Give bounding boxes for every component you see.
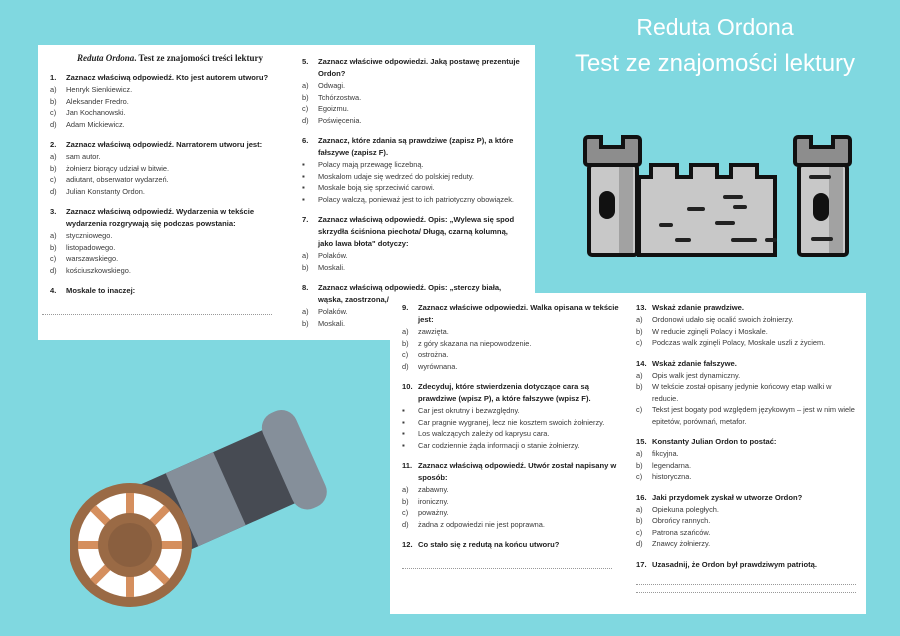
answer-option[interactable] [402,440,622,452]
option-label: d) [50,119,57,129]
answer-option[interactable] [636,381,856,404]
question-number: 8. [302,283,309,292]
option-label: ▪ [302,194,305,204]
answer-option[interactable] [302,103,522,115]
option-label: a) [636,504,643,514]
option-text: poważny. [418,508,449,517]
question [50,139,290,151]
option-text: Car codziennie żąda informacji o stanie żołnierzy. [418,440,580,450]
option-text: Moskali. [318,318,346,328]
option-text: ostrożna. [418,350,449,359]
castle-icon [575,125,875,260]
answer-option[interactable] [50,107,290,119]
option-label: a) [636,449,643,458]
option-label: b) [636,460,643,470]
option-text: listopadowego. [66,242,116,252]
option-text: warszawskiego. [66,254,119,263]
answer-option[interactable] [50,84,290,96]
option-text: ironiczny. [418,496,449,506]
option-label: a) [302,251,309,260]
option-text: legendarna. [652,460,692,470]
question-number: 6. [302,136,309,145]
question [636,436,856,448]
answer-option[interactable] [402,417,622,429]
answer-option[interactable] [50,186,290,198]
option-label: a) [50,85,57,94]
option-text: Podczas walk zginęli Polacy, Moskale uszli z życiem. [652,338,826,347]
answer-option[interactable] [636,504,856,516]
option-text: z góry skazana na niepowodzenie. [418,338,532,348]
answer-option[interactable] [50,151,290,163]
question-text: Konstanty Julian Ordon to postać: [652,437,777,446]
answer-option[interactable] [402,519,622,531]
question-text: Zaznacz właściwą odpowiedź. Opis: „Wylewa się spod skrzydła ściśniona piechota/ Długą, czarną kolumną, jako lawa błota" dotyczy: [318,215,515,248]
option-label: a) [50,231,57,240]
question-number: 16. [636,492,647,502]
option-label: c) [636,338,643,347]
option-label: a) [302,307,309,316]
option-text: Adam Mickiewicz. [66,119,125,129]
question [50,285,290,297]
question-number: 17. [636,559,647,569]
option-label: d) [302,115,309,125]
option-text: Egoizmu. [318,104,349,113]
option-text: zawzięta. [418,327,449,336]
option-label: d) [402,519,409,529]
option-text: Polacy mają przewagę liczebną. [318,160,424,169]
question [636,492,856,504]
answer-option[interactable] [636,326,856,338]
answer-line[interactable] [636,591,856,593]
question [302,214,522,250]
option-label: b) [636,382,643,391]
option-text: styczniowego. [66,231,113,240]
option-label: ▪ [402,429,405,438]
answer-option[interactable] [636,460,856,472]
option-label: a) [402,327,409,336]
option-label: ▪ [302,183,305,192]
question [636,302,856,314]
option-text: Los walczących zależy od kaprysu cara. [418,429,550,438]
question-number: 11. [402,461,413,470]
question-number: 4. [50,286,57,295]
answer-option[interactable] [402,326,622,338]
option-label: b) [402,496,409,506]
option-text: Polaków. [318,307,348,316]
option-text: żadna z odpowiedzi nie jest poprawna. [418,519,545,529]
title-block [540,12,900,80]
question-number: 14. [636,358,647,368]
option-text: żołnierz biorący udział w bitwie. [66,163,170,173]
question-number: 7. [302,215,309,224]
question-text: Jaki przydomek zyskał w utworze Ordon? [652,492,803,502]
question [302,135,522,159]
question-text: Zdecyduj, które stwierdzenia dotyczące cara są prawdziwe (wpisz P), a które fałszywe (wpisz F). [418,382,591,403]
answer-option[interactable] [636,448,856,460]
option-label: c) [402,508,409,517]
answer-option[interactable] [50,119,290,131]
question-number: 3. [50,207,57,216]
option-text: Aleksander Fredro. [66,96,129,106]
option-label: b) [302,318,309,328]
option-label: ▪ [402,440,405,450]
answer-option[interactable] [636,314,856,326]
question-number: 12. [402,540,413,549]
answer-option[interactable] [50,163,290,175]
option-label: b) [50,242,57,252]
answer-option[interactable] [302,115,522,127]
answer-option[interactable] [402,507,622,519]
answer-option[interactable] [402,338,622,350]
option-text: wyrównana. [418,361,458,371]
answer-option[interactable] [50,96,290,108]
option-text: Opis walk jest dynamiczny. [652,370,741,380]
answer-line[interactable] [402,567,612,569]
option-label: a) [636,370,643,380]
option-label: ▪ [402,406,405,415]
answer-option[interactable] [636,538,856,550]
question [50,72,290,84]
answer-option[interactable] [402,405,622,417]
question-text: Zaznacz właściwą odpowiedź. Opis: „sterczy biała, wąska, zaostrzona,/ [318,283,502,304]
answer-option[interactable] [302,262,522,274]
option-text: W tekście został opisany jedynie końcowy etap walki w reducie. [652,382,832,403]
answer-option[interactable] [302,80,522,92]
option-label: ▪ [402,417,405,427]
question-number: 1. [50,73,57,82]
question [402,460,622,484]
option-text: Tekst jest bogaty pod względem językowym – jest w nim wiele epitetów, porównań, metafor. [652,405,855,426]
option-text: Patrona szańców. [652,527,711,537]
option-label: ▪ [302,171,305,181]
option-text: Ordonowi udało się ocalić swoich żołnierzy. [652,315,794,324]
cannon-icon [70,350,340,610]
option-label: c) [50,108,57,117]
question-text: Zaznacz właściwe odpowiedzi. Jaką postawę prezentuje Ordon? [318,57,520,78]
question-text: Moskale to inaczej: [66,286,136,295]
option-text: Car jest okrutny i bezwzględny. [418,406,520,415]
question-text: Wskaż zdanie fałszywe. [652,358,737,368]
option-label: b) [302,262,309,272]
answer-option[interactable] [402,349,622,361]
option-label: a) [50,152,57,161]
question [636,358,856,370]
option-label: d) [50,186,57,196]
answer-option[interactable] [636,471,856,483]
option-label: a) [402,485,409,494]
question-text: Wskaż zdanie prawdziwe. [652,303,744,312]
question [302,56,522,80]
option-label: c) [50,254,57,263]
question-number: 9. [402,303,409,312]
question-text: Zaznacz właściwą odpowiedź. Wydarzenia w tekście wydarzenia rozgrywają się podczas powstania: [66,207,255,228]
answer-option[interactable] [402,496,622,508]
answer-option[interactable] [402,361,622,373]
question [402,302,622,326]
option-text: W reducie zginęli Polacy i Moskale. [652,326,768,336]
option-text: Julian Konstanty Ordon. [66,186,145,196]
option-label: c) [302,104,309,113]
option-text: historyczna. [652,472,692,481]
answer-option[interactable] [636,515,856,527]
question-number: 15. [636,437,647,446]
question-text: Zaznacz właściwą odpowiedź. Kto jest autorem utworu? [66,73,269,82]
question-text: Zaznacz właściwą odpowiedź. Utwór został napisany w sposób: [418,461,617,482]
answer-option[interactable] [302,182,522,194]
question [402,539,622,551]
answer-option[interactable] [302,250,522,262]
answer-option[interactable] [636,337,856,349]
option-label: c) [636,472,643,481]
answer-option[interactable] [402,428,622,440]
answer-option[interactable] [636,370,856,382]
doc1-right-column [302,47,522,329]
answer-option[interactable] [302,159,522,171]
option-text: Car pragnie wygranej, lecz nie kosztem swoich żołnierzy. [418,417,605,427]
doc2-left-column [402,293,622,569]
heading-subtitle: . Test ze znajomości treści lektury [134,53,264,63]
answer-option[interactable] [302,92,522,104]
option-text: Polacy walczą, ponieważ jest to ich patriotyczny obowiązek. [318,194,514,204]
option-text: Moskali. [318,262,346,272]
answer-option[interactable] [50,253,290,265]
option-text: sam autor. [66,152,101,161]
question-text: Zaznacz, które zdania są prawdziwe (zapisz P), a które fałszywe (zapisz F). [318,136,514,157]
option-text: Znawcy żołnierzy. [652,539,711,548]
option-text: kościuszkowskiego. [66,265,131,275]
question-text: Co stało się z redutą na końcu utworu? [418,540,560,549]
title-line-1: Reduta Ordona [636,14,794,40]
option-text: fikcyjna. [652,449,679,458]
option-text: Moskalom udaje się wedrzeć do polskiej reduty. [318,171,474,181]
option-text: Henryk Sienkiewicz. [66,85,133,94]
option-label: c) [636,527,643,537]
option-label: d) [50,265,57,275]
question-text: Zaznacz właściwą odpowiedź. Narratorem utworu jest: [66,140,263,149]
title-line-2: Test ze znajomości lektury [574,50,856,77]
option-text: Polaków. [318,251,348,260]
question [636,559,856,571]
option-label: b) [636,516,643,525]
test-page-2 [390,293,866,614]
answer-option[interactable] [50,230,290,242]
question [402,381,622,405]
option-label: b) [402,338,409,348]
option-label: b) [50,163,57,173]
question-number: 10. [402,382,413,391]
option-label: b) [302,92,309,102]
option-label: b) [636,326,643,336]
option-label: c) [402,350,409,359]
question-text: Uzasadnij, że Ordon był prawdziwym patriotą. [652,559,817,569]
answer-option[interactable] [636,404,856,427]
option-text: Obrońcy rannych. [652,516,711,525]
question [50,206,290,230]
answer-line[interactable] [42,313,272,315]
option-text: Jan Kochanowski. [66,108,126,117]
answer-option[interactable] [302,171,522,183]
question-number: 5. [302,57,309,66]
answer-option[interactable] [50,242,290,254]
option-label: c) [50,175,57,184]
doc2-right-column [636,293,856,593]
option-text: adiutant, obserwator wydarzeń. [66,175,169,184]
question-text: Zaznacz właściwe odpowiedzi. Walka opisana w tekście jest: [418,303,619,324]
question-number: 13. [636,303,647,312]
heading-title: Reduta Ordona [76,53,135,63]
option-text: Poświęcenia. [318,115,362,125]
answer-line[interactable] [636,583,856,585]
answer-option[interactable] [402,484,622,496]
option-text: Opiekuna poległych. [652,504,719,514]
answer-option[interactable] [50,265,290,277]
answer-option[interactable] [50,174,290,186]
question-number: 2. [50,140,57,149]
option-text: Tchórzostwa. [318,92,362,102]
answer-option[interactable] [302,194,522,206]
doc1-heading [50,53,290,63]
answer-option[interactable] [636,527,856,539]
option-label: a) [302,81,309,90]
doc1-left-column [50,53,290,315]
option-text: Odwagi. [318,81,346,90]
option-text: Moskale boją się sprzeciwić carowi. [318,183,435,192]
option-label: c) [636,405,643,414]
option-text: zabawny. [418,485,449,494]
option-label: a) [636,315,643,324]
option-label: d) [636,539,643,548]
option-label: d) [402,361,409,371]
option-label: b) [50,96,57,106]
option-label: ▪ [302,160,305,169]
